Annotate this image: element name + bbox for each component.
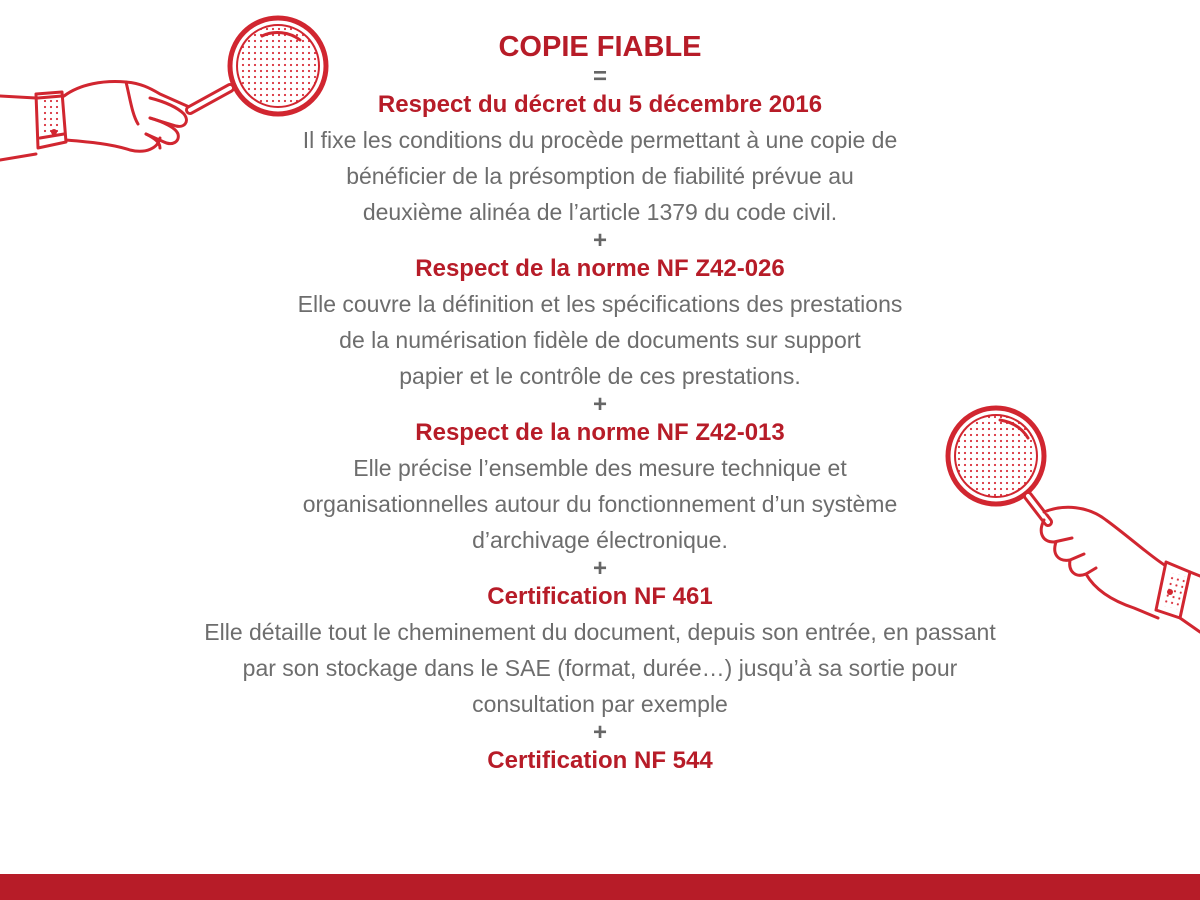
section-heading: Respect de la norme NF Z42-026	[415, 255, 785, 282]
text-line: Il fixe les conditions du procède permettant à une copie de	[302, 127, 898, 153]
text-line: par son stockage dans le SAE (format, durée…) jusqu’à sa sortie pour	[242, 655, 958, 681]
section-text	[250, 122, 950, 230]
section-heading: Certification NF 544	[487, 747, 713, 774]
plus-sign: +	[592, 555, 607, 582]
plus-sign: +	[592, 391, 607, 418]
section-nf-z42-013	[0, 416, 1200, 558]
page-title: COPIE FIABLE	[498, 31, 702, 63]
text-line: bénéficier de la présomption de fiabilité prévue au	[346, 163, 854, 189]
section-nf-544	[0, 744, 1200, 778]
footer-bar	[0, 874, 1200, 900]
section-decret	[0, 88, 1200, 230]
section-text	[145, 614, 1055, 722]
text-line: Elle précise l’ensemble des mesure technique et	[353, 455, 847, 481]
content	[0, 28, 1200, 778]
section-nf-461	[0, 580, 1200, 722]
section-text	[250, 286, 950, 394]
section-heading: Respect de la norme NF Z42-013	[415, 419, 785, 446]
plus-sign: +	[592, 719, 607, 746]
text-line: consultation par exemple	[472, 691, 728, 717]
text-line: Elle couvre la définition et les spécifications des prestations	[297, 291, 903, 317]
section-text	[250, 450, 950, 558]
section-heading: Certification NF 461	[487, 583, 713, 610]
text-line: papier et le contrôle de ces prestations.	[399, 363, 801, 389]
text-line: organisationnelles autour du fonctionnement d’un système	[302, 491, 898, 517]
plus-sign: +	[592, 227, 607, 254]
text-line: de la numérisation fidèle de documents sur support	[339, 327, 861, 353]
equals-sign: =	[592, 63, 607, 90]
section-nf-z42-026	[0, 252, 1200, 394]
text-line: deuxième alinéa de l’article 1379 du code civil.	[362, 199, 838, 225]
section-heading: Respect du décret du 5 décembre 2016	[377, 91, 823, 118]
text-line: d’archivage électronique.	[472, 527, 728, 553]
text-line: Elle détaille tout le cheminement du document, depuis son entrée, en passant	[204, 619, 996, 645]
